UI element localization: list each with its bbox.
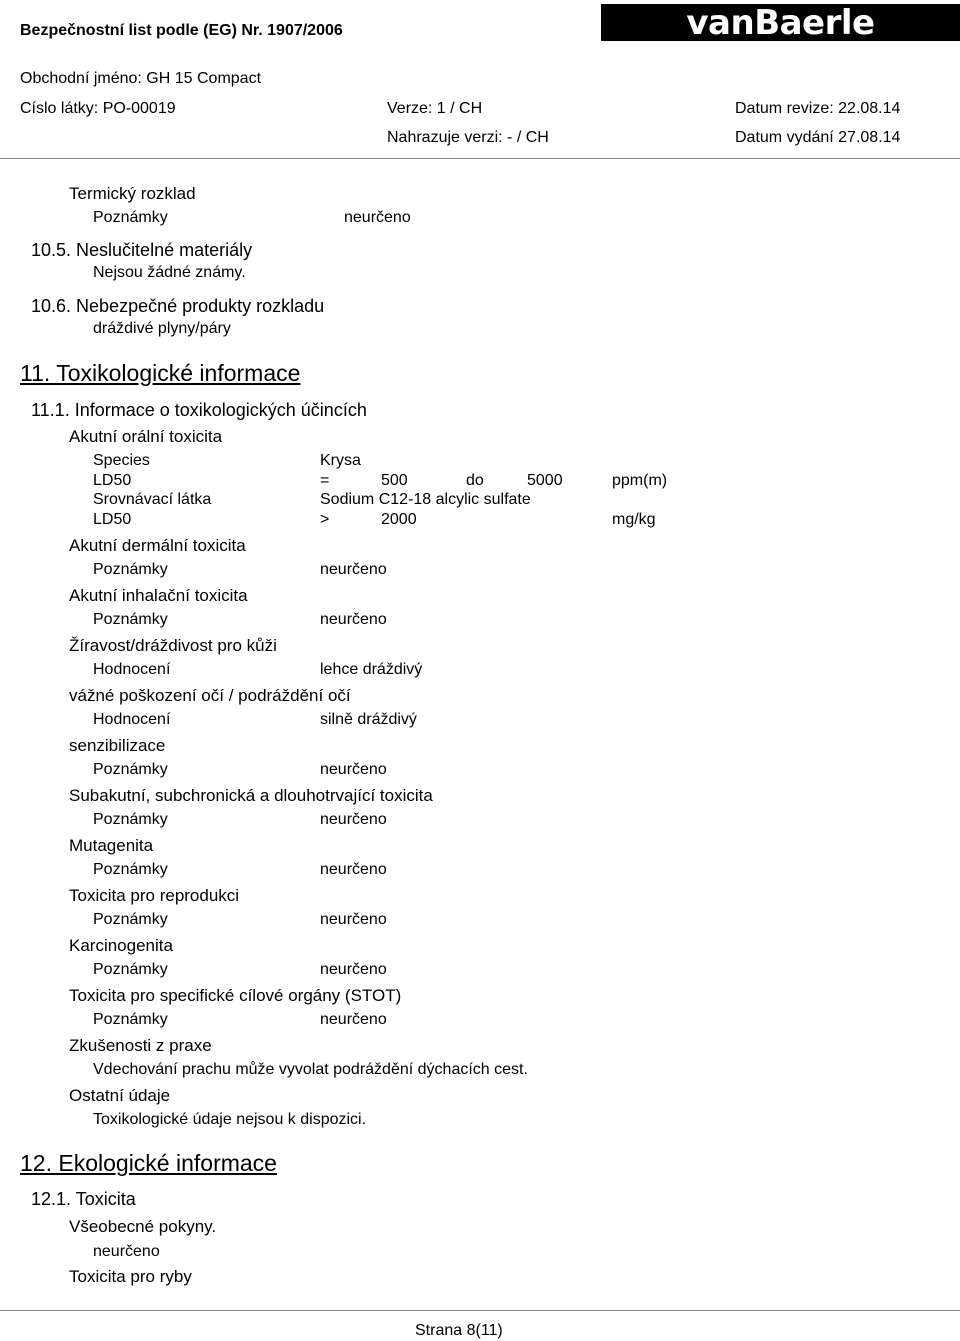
section-11-1-heading: 11.1. Informace o toxikologických účincích — [31, 400, 367, 420]
sensitization-note-value: neurčeno — [320, 761, 387, 778]
species-label: Species — [93, 452, 150, 469]
dermal-note-label: Poznámky — [93, 561, 168, 578]
substance-number: Císlo látky: PO-00019 — [20, 100, 176, 117]
footer-divider — [0, 1310, 960, 1311]
ld50-range-word: do — [466, 472, 484, 489]
practical-experience-heading: Zkušenosti z praxe — [69, 1036, 212, 1055]
section-10-5-heading: 10.5. Neslučitelné materiály — [31, 240, 253, 260]
reference-substance-label: Srovnávací látka — [93, 491, 212, 508]
eye-damage-heading: vážné poškození očí / podráždění očí — [69, 686, 351, 705]
sensitization-note-label: Poznámky — [93, 761, 168, 778]
ld50-to-value: 5000 — [527, 472, 563, 489]
ld50-label: LD50 — [93, 472, 132, 489]
section-10-6-heading: 10.6. Nebezpečné produkty rozkladu — [31, 296, 325, 316]
ld50-operator: = — [320, 472, 330, 489]
revision-date: Datum revize: 22.08.14 — [735, 100, 901, 117]
other-info-heading: Ostatní údaje — [69, 1086, 171, 1105]
practical-experience-text: Vdechování prachu může vyvolat podráždění dýchacích cest. — [93, 1061, 528, 1078]
skin-corrosion-heading: Žíravost/dráždivost pro kůži — [69, 636, 277, 655]
reproductive-note-label: Poznámky — [93, 911, 168, 928]
eye-assessment-label: Hodnocení — [93, 711, 171, 728]
dermal-toxicity-heading: Akutní dermální toxicita — [69, 536, 246, 555]
subacute-note-label: Poznámky — [93, 811, 168, 828]
skin-assessment-label: Hodnocení — [93, 661, 171, 678]
stot-note-label: Poznámky — [93, 1011, 168, 1028]
issue-date: Datum vydání 27.08.14 — [735, 129, 901, 146]
thermal-heading: Termický rozklad — [69, 184, 196, 203]
document-title: Bezpečnostní list podle (EG) Nr. 1907/2006 — [20, 22, 343, 39]
sensitization-heading: senzibilizace — [69, 736, 166, 755]
carcinogenicity-heading: Karcinogenita — [69, 936, 173, 955]
oral-toxicity-heading: Akutní orální toxicita — [69, 427, 223, 446]
carcinogenicity-note-label: Poznámky — [93, 961, 168, 978]
carcinogenicity-note-value: neurčeno — [320, 961, 387, 978]
trade-name: Obchodní jméno: GH 15 Compact — [20, 70, 262, 87]
dermal-note-value: neurčeno — [320, 561, 387, 578]
version: Verze: 1 / CH — [387, 100, 483, 117]
mutagenicity-heading: Mutagenita — [69, 836, 154, 855]
subacute-toxicity-heading: Subakutní, subchronická a dlouhotrvající toxicita — [69, 786, 433, 805]
ld50-from-value: 500 — [381, 472, 408, 489]
skin-assessment-value: lehce dráždivý — [320, 661, 423, 678]
inhalation-toxicity-heading: Akutní inhalační toxicita — [69, 586, 248, 605]
general-instructions-heading: Všeobecné pokyny. — [69, 1217, 217, 1236]
thermal-note-value: neurčeno — [344, 209, 411, 226]
replaces-version: Nahrazuje verzi: - / CH — [387, 129, 549, 146]
ld50-unit: ppm(m) — [612, 472, 668, 489]
subacute-note-value: neurčeno — [320, 811, 387, 828]
stot-heading: Toxicita pro specifické cílové orgány (STOT) — [69, 986, 402, 1005]
section-12-heading: 12. Ekologické informace — [20, 1150, 277, 1176]
fish-toxicity-heading: Toxicita pro ryby — [69, 1267, 192, 1286]
stot-note-value: neurčeno — [320, 1011, 387, 1028]
header-divider — [0, 158, 960, 159]
thermal-note-label: Poznámky — [93, 209, 168, 226]
eye-assessment-value: silně dráždivý — [320, 711, 417, 728]
page-number: Strana 8(11) — [415, 1322, 503, 1339]
inhalation-note-label: Poznámky — [93, 611, 168, 628]
general-instructions-value: neurčeno — [93, 1243, 160, 1260]
ld50-reference-unit: mg/kg — [612, 511, 656, 528]
vanbaerle-logo: vanBaerle — [601, 4, 960, 41]
mutagenicity-note-label: Poznámky — [93, 861, 168, 878]
ld50-reference-operator: > — [320, 511, 330, 528]
reproductive-note-value: neurčeno — [320, 911, 387, 928]
inhalation-note-value: neurčeno — [320, 611, 387, 628]
section-12-1-heading: 12.1. Toxicita — [31, 1189, 136, 1209]
reproductive-toxicity-heading: Toxicita pro reprodukci — [69, 886, 240, 905]
species-value: Krysa — [320, 452, 361, 469]
section-10-5-text: Nejsou žádné známy. — [93, 264, 246, 281]
mutagenicity-note-value: neurčeno — [320, 861, 387, 878]
other-info-text: Toxikologické údaje nejsou k dispozici. — [93, 1111, 367, 1128]
ld50-reference-label: LD50 — [93, 511, 132, 528]
section-11-heading: 11. Toxikologické informace — [20, 360, 301, 386]
ld50-reference-value: 2000 — [381, 511, 417, 528]
reference-substance-value: Sodium C12-18 alcylic sulfate — [320, 491, 531, 508]
section-10-6-text: dráždivé plyny/páry — [93, 320, 231, 337]
